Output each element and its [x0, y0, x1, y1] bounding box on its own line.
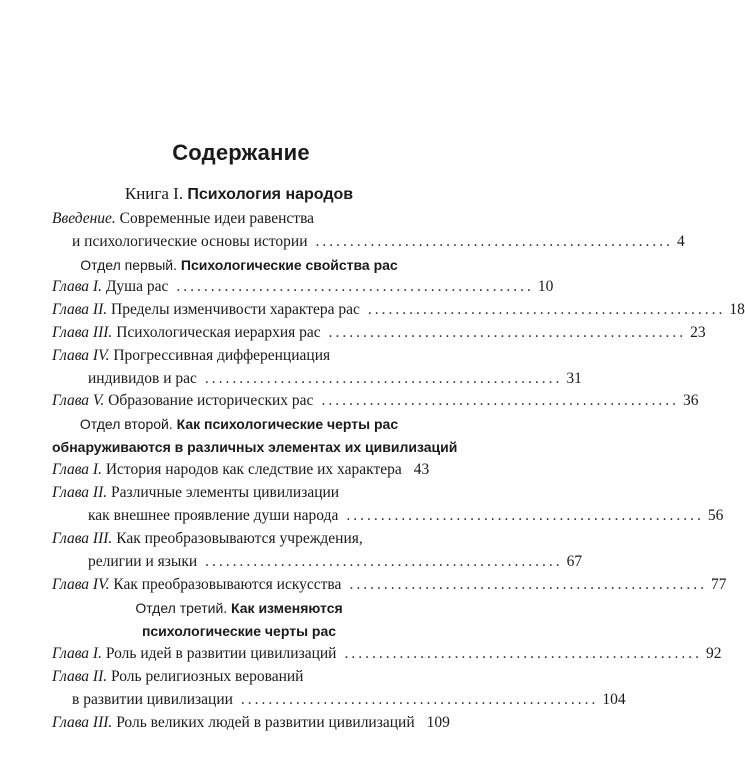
leader-dots: .................................................... — [204, 370, 563, 387]
chapter-title-1: Как преобразовываются учреждения, — [116, 530, 363, 547]
chapter-label: Глава III. — [52, 324, 113, 341]
toc-entry — [52, 573, 727, 597]
toc-entry — [52, 642, 722, 666]
chapter-label: Глава V. — [52, 392, 105, 409]
part1-heading — [52, 253, 426, 277]
part3-label: Отдел третий. — [135, 600, 228, 616]
chapter-title-2: в развитии цивилизации — [72, 691, 233, 708]
chapter-title-1: Роль религиозных верований — [111, 668, 304, 685]
part3-heading-1 — [52, 596, 426, 620]
leader-dots: .................................................... — [349, 576, 707, 593]
toc-entry-line-2 — [52, 504, 724, 528]
chapter-page: 31 — [566, 370, 582, 387]
toc-entry-line-1 — [52, 527, 426, 551]
part1-label: Отдел первый. — [80, 257, 178, 273]
part2-title-2: обнаруживаются в различных элементах их цивилизаций — [52, 439, 458, 455]
toc-entry-line-2 — [52, 688, 626, 712]
part3-title-1: Как изменяются — [231, 600, 343, 616]
chapter-page: 109 — [426, 714, 450, 731]
chapter-title-2: религии и языки — [88, 553, 198, 570]
chapter-title: Душа рас — [105, 278, 169, 295]
toc-entry — [52, 298, 745, 322]
chapter-label: Глава II. — [52, 668, 108, 685]
chapter-title-1: Прогрессивная дифференциация — [113, 347, 331, 364]
intro-line-1 — [52, 207, 426, 231]
leader-dots: .................................................... — [315, 233, 674, 250]
part2-title-1: Как психологические черты рас — [176, 416, 399, 432]
toc-entry — [52, 458, 430, 482]
toc-title: Содержание — [172, 140, 310, 165]
book-label: Книга I. — [124, 184, 184, 203]
toc-entry-line-2 — [52, 550, 583, 574]
toc-entry-line-1 — [52, 481, 426, 505]
chapter-title: Роль идей в развитии цивилизаций — [105, 645, 337, 662]
leader-dots: .................................................... — [240, 691, 599, 708]
chapter-title: Как преобразовываются искусства — [113, 576, 342, 593]
leader-dots: .................................................... — [328, 324, 687, 341]
part2-heading-1 — [52, 412, 426, 436]
chapter-title: Пределы изменчивости характера рас — [111, 301, 360, 318]
intro-page: 4 — [677, 233, 685, 250]
chapter-label: Глава II. — [52, 484, 108, 501]
chapter-label: Глава II. — [52, 301, 108, 318]
chapter-label: Глава I. — [52, 278, 102, 295]
chapter-label: Глава IV. — [52, 576, 110, 593]
toc-entry — [52, 389, 699, 413]
chapter-page: 10 — [537, 278, 554, 295]
leader-dots: .................................................... — [344, 645, 702, 662]
chapter-title: Психологическая иерархия рас — [116, 324, 321, 341]
intro-text-1: Современные идеи равенства — [119, 210, 315, 227]
chapter-page: 92 — [705, 645, 722, 662]
chapter-title: Образование исторических рас — [108, 392, 314, 409]
part2-heading-2 — [52, 435, 458, 459]
chapter-page: 104 — [602, 691, 626, 708]
part3-title-2: психологические черты рас — [141, 623, 337, 639]
intro-text-2: и психологические основы истории — [72, 233, 308, 250]
toc-entry — [52, 321, 706, 345]
chapter-page: 36 — [682, 392, 699, 409]
chapter-title-1: Различные элементы цивилизации — [111, 484, 340, 501]
part1-title: Психологические свойства рас — [180, 257, 398, 273]
intro-line-2 — [52, 230, 685, 254]
toc-entry-line-2 — [52, 367, 582, 391]
chapter-label: Глава I. — [52, 645, 102, 662]
chapter-title-2: как внешнее проявление души народа — [88, 507, 339, 524]
chapter-label: Глава III. — [52, 714, 113, 731]
chapter-label: Глава IV. — [52, 347, 110, 364]
leader-dots: .................................................... — [205, 553, 563, 570]
book-heading — [52, 182, 426, 206]
chapter-page: 56 — [707, 507, 724, 524]
chapter-page: 77 — [710, 576, 727, 593]
toc-entry-line-1 — [52, 344, 426, 368]
leader-dots: .................................................... — [176, 278, 534, 295]
leader-dots: .................................................... — [367, 301, 726, 318]
chapter-title: История народов как следствие их характера — [105, 461, 402, 478]
part3-heading-2 — [52, 619, 426, 643]
chapter-page: 18 — [729, 301, 745, 318]
toc-entry — [52, 275, 554, 299]
chapter-page: 43 — [413, 461, 430, 478]
leader-dots: .................................................... — [346, 507, 704, 524]
chapter-page: 67 — [566, 553, 583, 570]
book-title: Психология народов — [187, 186, 354, 203]
chapter-title: Роль великих людей в развитии цивилизаций — [116, 714, 415, 731]
intro-label: Введение. — [52, 210, 116, 227]
toc-entry — [52, 711, 450, 735]
part2-label: Отдел второй. — [79, 416, 173, 432]
chapter-title-2: индивидов и рас — [88, 370, 197, 387]
leader-dots: .................................................... — [321, 392, 679, 409]
chapter-label: Глава III. — [52, 530, 113, 547]
chapter-label: Глава I. — [52, 461, 102, 478]
chapter-page: 23 — [690, 324, 706, 341]
toc-entry-line-1 — [52, 665, 426, 689]
